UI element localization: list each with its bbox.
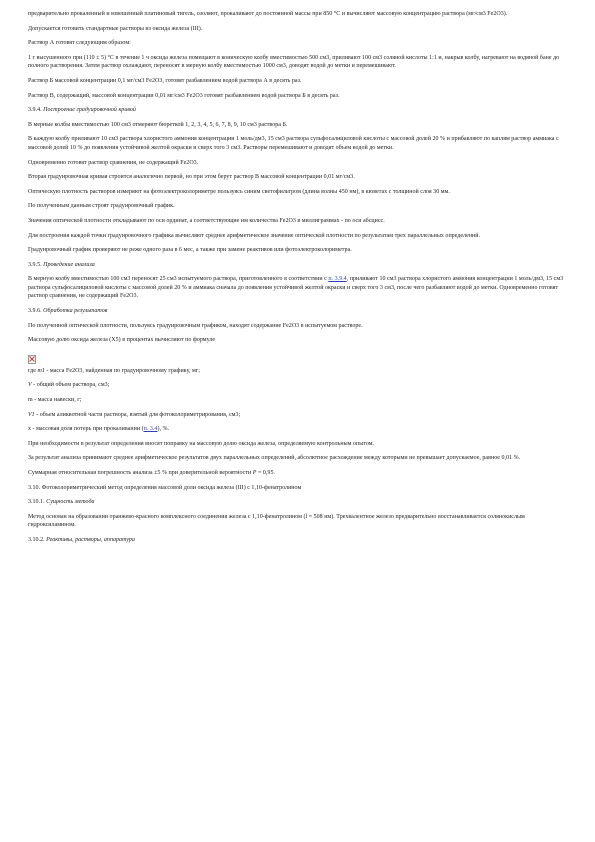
- definition-text: - масса Fe2O3, найденная по градуировочному графику, мг;: [44, 367, 200, 374]
- paragraph: [28, 275, 572, 301]
- paragraph: Раствор А готовят следующим образом:: [28, 40, 131, 47]
- section-number: 3.9.5.: [28, 261, 42, 268]
- broken-image-icon: [28, 355, 36, 364]
- paragraph: Допускается готовить стандартные растворы из оксида железа (III).: [28, 25, 203, 32]
- paragraph: В мерные колбы вместимостью 100 см3 отмеряют бюреткой 1, 2, 3, 4, 5, 6, 7, 8, 9, 10 см3 раствора Б.: [28, 121, 288, 128]
- section-heading: [28, 498, 572, 507]
- paragraph: Градуировочный график проверяют не реже одного раза в 6 мес, а также при замене реактивов или фотоэлектроколориметра.: [28, 247, 352, 254]
- section-number: 3.9.6.: [28, 308, 42, 315]
- paragraph: При необходимости в результат определения вносят поправку на массовую долю оксида железа, определяемую контрольным опытом.: [28, 440, 375, 447]
- section-heading: [28, 106, 572, 115]
- paragraph-text: В мерную колбу вместимостью 100 см3 переносят 25 см3 испытуемого раствора, приготовленного в соответствии с: [28, 276, 329, 283]
- paragraph: Значения оптической плотности откладывают по оси ординат, а соответствующие им количества Fe2O3 в миллиграммах - по оси абсцисс.: [28, 217, 385, 224]
- definition-text: х - массовая доля потерь при прокаливании (: [28, 426, 144, 433]
- formula-image-placeholder: [28, 351, 572, 361]
- paragraph-text: , приливают 10 см3 раствора хлористого аммония концентрации 1 моль/дм3, 15 см3 раствора сульфосалициловой кислоты с массовой долей 20 % и аммиака сначала до появления устойчивой желтой окраски и сверх того 3 см3, после чего разбавляют водой до метки. Одновременно готовят раствор сравнения, не содержащий Fe2O3.: [28, 276, 564, 300]
- paragraph: В каждую колбу приливают 10 см3 раствора хлористого аммония концентрации 1 моль/дм3, 15 см3 раствора сульфосалициловой кислоты с массовой долей 20 % и прибавляют по каплям раствор аммиака с массовой долей 10 % до появления устойчивой желтой окраски и сверх того 3 см3. Растворы перемешивают и доводят объем водой до метки.: [28, 136, 559, 151]
- paragraph: Массовую долю оксида железа (Х5) в процентах вычисляют по формуле: [28, 337, 216, 344]
- paragraph-text: Суммарная относительная погрешность анализа ±5 % при доверительной вероятности: [28, 470, 253, 476]
- section-heading: [28, 261, 572, 270]
- definition-text: - общий объем раствора, см3;: [31, 382, 110, 389]
- section-heading: [28, 536, 572, 545]
- variable: V1: [28, 411, 35, 418]
- definition-text: - объем аликвотной части раствора, взятый для фотоколориметрирования, см3;: [34, 411, 241, 418]
- section-number: 3.9.4.: [28, 107, 42, 114]
- document-body: [28, 10, 572, 545]
- variable: Р: [252, 470, 257, 476]
- section-title: Сущность метода: [46, 499, 95, 506]
- paragraph: Раствор Б массовой концентрации 0,1 мг/см3 Fe2O3, готовят разбавлением водой раствора А в десять раз.: [28, 77, 302, 84]
- paragraph: Вторая градуировочная кривая строится аналогично первой, но при этом берут раствор В массовой концентрации 0,01 мг/см3.: [28, 174, 355, 181]
- section-heading: [28, 307, 572, 316]
- paragraph: [28, 469, 572, 478]
- paragraph: За результат анализа принимают среднее арифметическое результатов двух параллельных определений, абсолютное расхождение между которыми не превышает допускаемое, равное 0,01 %.: [28, 455, 521, 462]
- definition-item: [28, 411, 572, 420]
- section-number: 3.10.2.: [28, 536, 45, 543]
- paragraph: предварительно прокаленный и взвешенный платиновый тигель, озоляют, прокаливают до постоянной массы при 850 °С и вычисляют массовую концентрацию раствора (мг/см3 Fe2O3).: [28, 11, 508, 17]
- paragraph: По полученным данным строят градуировочный график.: [28, 203, 175, 210]
- definition-item: где m1 - масса Fe2O3, найденная по градуировочному графику, мг;: [28, 367, 200, 374]
- paragraph: По полученной оптической плотности, пользуясь градуировочным графиком, находят содержание Fe2O3 в испытуемом растворе.: [28, 322, 363, 329]
- section-title: Реактивы, растворы, аппаратура: [46, 536, 135, 543]
- definition-item: [28, 425, 572, 434]
- paragraph: Одновременно готовят раствор сравнения, не содержащий Fe2O3.: [28, 159, 199, 166]
- definition-item: m - масса навески, г;: [28, 397, 82, 404]
- section-link[interactable]: п. 3.9.4: [328, 276, 347, 283]
- section-number: 3.10.1.: [28, 499, 45, 506]
- paragraph: Раствор В, содержащий, массовой концентрации 0,01 мг/см3 Fe2O3 готовят разбавлением водой раствора Б в десять раз.: [28, 92, 340, 99]
- section-link[interactable]: п. 3.4: [143, 426, 158, 433]
- paragraph: 1 г высушенного при (110 ± 5) °С в течение 1 ч оксида железа помещают в коническую колбу вместимостью 500 см3, приливают 100 см3 соляной кислоты 1:1 и, накрыв колбу, нагревают на водяной бане до полного растворения. Затем раствор охлаждают, переносят в мерную колбу вместимостью 1000 см3, доводят водой до метки и перемешивают.: [28, 54, 560, 70]
- paragraph: Оптическую плотность растворов измеряют на фотоэлектроколориметре пользуясь синим светофильтром (длина волны 450 нм), в кюветах с толщиной слоя 30 мм.: [28, 188, 450, 195]
- paragraph-text: = 0,95.: [256, 470, 275, 476]
- definition-item: [28, 381, 572, 390]
- variable: V: [28, 382, 32, 389]
- paragraph: Метод основан на образовании оранжево-красного комплексного соединения железа с 1,10-фенатролином (l = 508 нм). Трехвалентное железо предварительно восстанавливается солянокислым гидроксиламином.: [28, 513, 525, 529]
- section-title: Обработка результатов: [43, 308, 108, 315]
- definition-text: ), %.: [157, 426, 170, 433]
- section-heading: 3.10. Фотоколориметрический метод определения массовой доли оксида железа (III) с 1,10-фенатролином: [28, 484, 302, 491]
- section-title: Проведение анализа: [43, 261, 95, 268]
- variable: m1: [37, 367, 45, 374]
- paragraph: Для построения каждой точки градуировочного графика вычисляют среднее арифметическое значение оптической плотности по результатам трех параллельных определений.: [28, 232, 480, 239]
- section-title: Построение градуировочной кривой: [43, 107, 136, 114]
